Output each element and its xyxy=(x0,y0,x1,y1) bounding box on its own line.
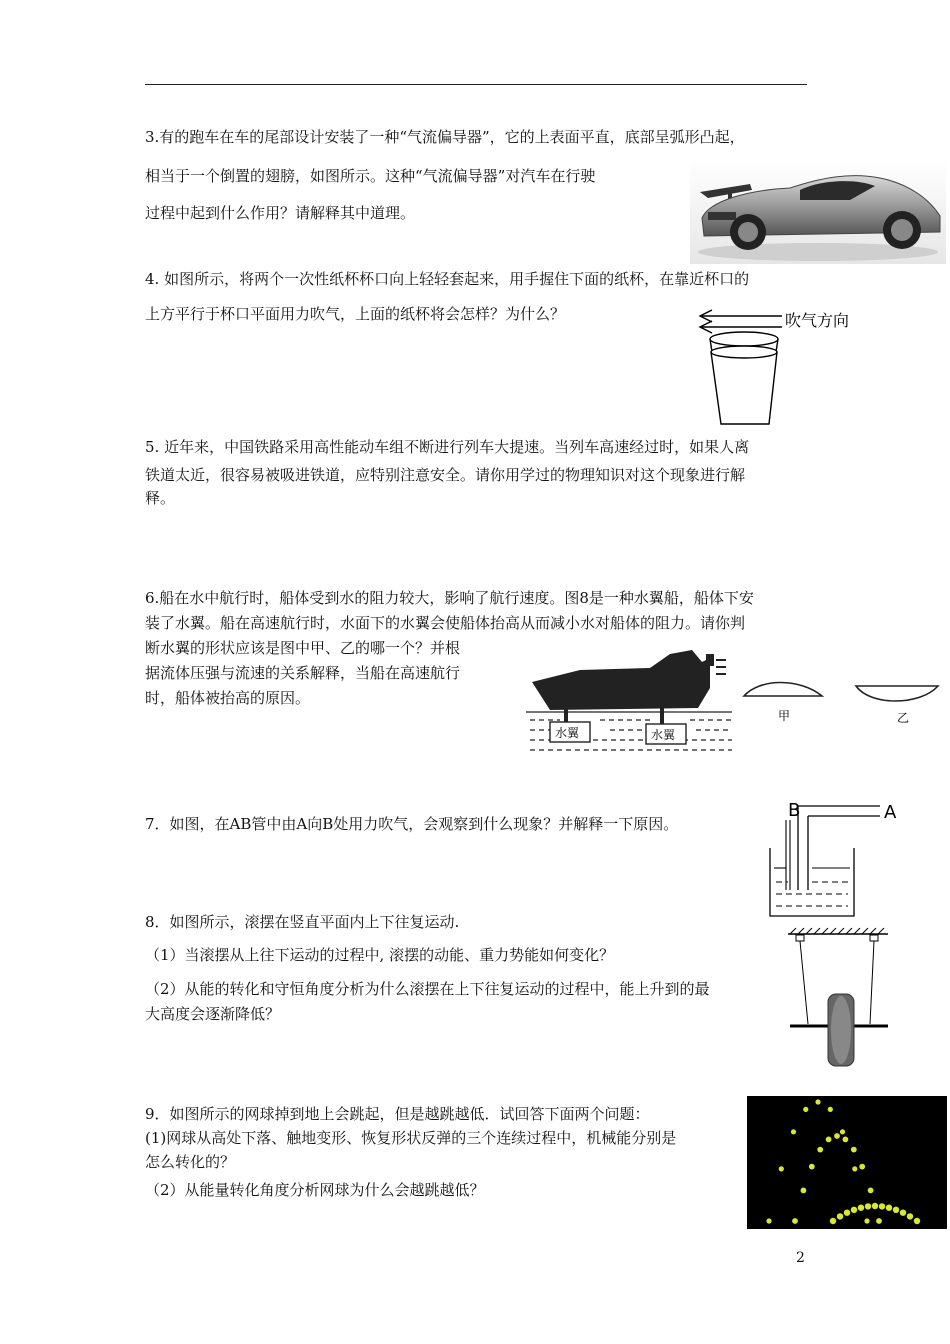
ball-trail-dot xyxy=(834,1133,840,1139)
ball-trail-dot xyxy=(830,1218,836,1224)
ball-trail-dot xyxy=(907,1213,913,1219)
hydrofoil-figure xyxy=(520,640,945,758)
ball-trail-dot xyxy=(876,1218,882,1224)
ball-trail-dot xyxy=(843,1137,849,1143)
question-6-line-5: 时，船体被抬高的原因。 xyxy=(145,689,311,707)
question-5-line-3: 释。 xyxy=(145,489,176,507)
question-4-line-2: 上方平行于杯口平面用力吹气，上面的纸杯将会怎样？为什么？ xyxy=(145,305,566,323)
header-rule xyxy=(145,84,807,85)
ball-trail-dot xyxy=(828,1107,833,1112)
question-6-line-2: 装了水翼。船在高速航行时，水面下的水翼会使船体抬高从而减小水对船体的阻力。请你判 xyxy=(145,614,746,632)
ball-trail-dot xyxy=(840,1129,845,1134)
question-6-line-1: 6.船在水中航行时，船体受到水的阻力较大，影响了航行速度。图8是一种水翼船，船体下安 xyxy=(145,589,754,607)
question-9-line-4: （2）从能量转化角度分析网球为什么会越跳越低？ xyxy=(145,1181,485,1199)
ball-trail-dot xyxy=(859,1164,865,1170)
ball-trail-dot xyxy=(858,1205,864,1211)
hydrofoil-label-2: 水翼 xyxy=(651,728,676,742)
ball-trail-dot xyxy=(817,1147,823,1153)
sports-car-image xyxy=(690,160,946,264)
shape-jia-label: 甲 xyxy=(778,709,791,723)
question-3-line-3: 过程中起到什么作用？请解释其中道理。 xyxy=(145,204,416,222)
ball-trail-dot xyxy=(826,1137,832,1143)
question-9-line-2: (1)网球从高处下落、触地变形、恢复形状反弹的三个连续过程中，机械能分别是 xyxy=(145,1129,677,1147)
question-3-line-2: 相当于一个倒置的翅膀，如图所示。这种“气流偏导器”对汽车在行驶 xyxy=(145,167,596,185)
ball-trail-dot xyxy=(851,1207,857,1213)
ball-trail-dot xyxy=(779,1166,784,1171)
question-4-line-1: 4. 如图所示，将两个一次性纸杯杯口向上轻轻套起来，用手握住下面的纸杯，在靠近杯口的 xyxy=(145,270,750,288)
ball-trail-dot xyxy=(852,1166,857,1171)
ball-trail-dot xyxy=(872,1203,878,1209)
question-9-line-1: 9．如图所示的网球掉到地上会跳起，但是越跳越低．试回答下面两个问题： xyxy=(145,1105,650,1123)
ball-trail-dot xyxy=(914,1218,920,1224)
question-5-line-1: 5. 近年来，中国铁路采用高性能动车组不断进行列车大提速。当列车高速经过时，如果人离 xyxy=(145,438,750,456)
question-6-line-4: 据流体压强与流速的关系解释，当船在高速航行 xyxy=(145,664,461,682)
maxwell-wheel-figure xyxy=(784,924,896,1070)
ball-trail-dot xyxy=(844,1210,850,1216)
ball-trail-dot xyxy=(809,1164,815,1170)
ball-trail-dot xyxy=(893,1207,899,1213)
tube-label-a: A xyxy=(884,802,897,823)
ball-trail-dot xyxy=(879,1203,885,1209)
ball-trail-dot xyxy=(886,1205,892,1211)
ball-trail-dot xyxy=(864,1218,869,1223)
ball-trail-dot xyxy=(868,1188,874,1194)
paper-cups-figure xyxy=(690,306,870,434)
ball-trail-dot xyxy=(837,1213,843,1219)
ab-tube-figure xyxy=(764,796,914,922)
ball-trail-dot xyxy=(801,1188,807,1194)
question-6-line-3: 断水翼的形状应该是图中甲、乙的哪一个？并根 xyxy=(145,639,461,657)
ball-trail-dot xyxy=(791,1129,796,1134)
ball-trail-dot xyxy=(766,1218,771,1223)
shape-yi-label: 乙 xyxy=(897,711,910,725)
ball-trail-dot xyxy=(792,1218,798,1224)
question-3-line-1: 3.有的跑车在车的尾部设计安装了一种“气流偏导器”，它的上表面平直，底部呈弧形凸起， xyxy=(145,128,745,146)
blow-direction-label: 吹气方向 xyxy=(785,311,850,330)
ball-trail-dot xyxy=(900,1210,906,1216)
ball-trail-dot xyxy=(851,1147,857,1153)
tube-label-b: B xyxy=(788,800,801,821)
question-7-text: 7．如图，在AB管中由A向B处用力吹气，会观察到什么现象？并解释一下原因。 xyxy=(145,815,679,833)
ball-trail-dot xyxy=(865,1203,871,1209)
ball-trail-dot xyxy=(815,1099,820,1104)
question-8-line-2: （1）当滚摆从上往下运动的过程中, 滚摆的动能、重力势能如何变化？ xyxy=(145,946,615,964)
hydrofoil-label-1: 水翼 xyxy=(555,726,580,740)
question-9-line-3: 怎么转化的？ xyxy=(145,1153,236,1171)
question-8-line-4: 大高度会逐渐降低？ xyxy=(145,1005,281,1023)
question-8-line-3: （2）从能的转化和守恒角度分析为什么滚摆在上下往复运动的过程中，能上升到的最 xyxy=(145,980,710,998)
bouncing-ball-image xyxy=(747,1096,947,1229)
page-number: 2 xyxy=(796,1250,805,1266)
question-8-line-1: 8．如图所示，滚摆在竖直平面内上下往复运动. xyxy=(145,913,460,931)
question-5-line-2: 铁道太近，很容易被吸进铁道，应特别注意安全。请你用学过的物理知识对这个现象进行解 xyxy=(145,466,746,484)
ball-trail-dot xyxy=(803,1107,808,1112)
